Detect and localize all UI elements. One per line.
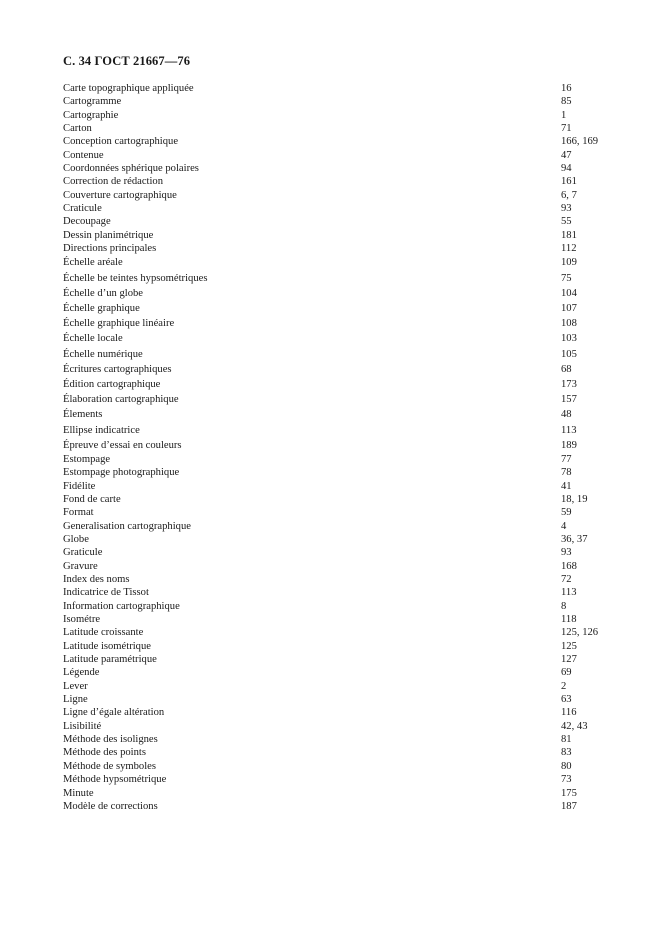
index-entry <box>63 653 623 666</box>
index-entry <box>63 242 623 255</box>
index-term: Échelle locale <box>63 333 123 345</box>
index-entry <box>63 760 623 773</box>
index-entry <box>63 316 623 331</box>
index-entry <box>63 706 623 719</box>
index-reference-number: 118 <box>561 614 577 626</box>
index-reference-number: 77 <box>561 453 572 465</box>
index-entry <box>63 787 623 800</box>
index-reference-number: 168 <box>561 560 577 572</box>
index-entry <box>63 82 623 95</box>
index-entry <box>63 613 623 626</box>
index-entry <box>63 693 623 706</box>
index-term: Élaboration cartographique <box>63 394 179 406</box>
index-term: Échelle d’un globe <box>63 287 144 299</box>
index-term: Méthode de symboles <box>63 760 156 772</box>
index-term: Format <box>63 507 94 519</box>
index-term: Latitude paramétrique <box>63 654 157 666</box>
index-reference-number: 80 <box>561 760 572 772</box>
index-entry <box>63 162 623 175</box>
index-term: Ellipse indicatrice <box>63 424 140 436</box>
index-term: Épreuve d’essai en couleurs <box>63 439 182 451</box>
index-reference-number: 69 <box>561 667 572 679</box>
index-term: Latitude croissante <box>63 627 144 639</box>
index-entry <box>63 215 623 228</box>
index-reference-number: 41 <box>561 480 572 492</box>
index-entry <box>63 720 623 733</box>
index-entry <box>63 331 623 346</box>
index-reference-number: 75 <box>561 272 572 284</box>
index-term: Fidélite <box>63 480 96 492</box>
index-term: Élements <box>63 409 103 421</box>
index-term: Édition cartographique <box>63 378 161 390</box>
index-term: Échelle be teintes hypsométriques <box>63 272 208 284</box>
index-reference-number: 85 <box>561 96 572 108</box>
index-entry <box>63 109 623 122</box>
index-entry <box>63 189 623 202</box>
index-entry <box>63 407 623 422</box>
index-term: Lever <box>63 680 88 692</box>
index-term: Directions principales <box>63 243 157 255</box>
index-entry <box>63 560 623 573</box>
index-term: Decoupage <box>63 216 111 228</box>
index-term: Carton <box>63 123 92 135</box>
index-reference-number: 83 <box>561 747 572 759</box>
index-entry <box>63 423 623 438</box>
index-entry <box>63 733 623 746</box>
index-term: Contenue <box>63 149 104 161</box>
index-entry <box>63 600 623 613</box>
index-reference-number: 108 <box>561 318 577 330</box>
index-term: Globe <box>63 533 89 545</box>
term-index-list <box>63 82 623 813</box>
index-term: Couverture cartographique <box>63 189 177 201</box>
index-entry <box>63 640 623 653</box>
index-entry <box>63 301 623 316</box>
index-reference-number: 113 <box>561 587 577 599</box>
index-term: Isométre <box>63 614 101 626</box>
index-reference-number: 47 <box>561 149 572 161</box>
index-term: Ligne d’égale altération <box>63 707 165 719</box>
index-reference-number: 181 <box>561 229 577 241</box>
index-entry <box>63 122 623 135</box>
index-entry <box>63 573 623 586</box>
index-reference-number: 16 <box>561 83 572 94</box>
index-entry <box>63 255 623 270</box>
index-entry <box>63 347 623 362</box>
index-term: Écritures cartographiques <box>63 363 172 375</box>
index-term: Latitude isométrique <box>63 640 151 652</box>
index-reference-number: 173 <box>561 378 577 390</box>
index-reference-number: 103 <box>561 333 577 345</box>
index-term: Coordonnées sphérique polaires <box>63 163 199 175</box>
index-entry <box>63 175 623 188</box>
index-reference-number: 125, 126 <box>561 627 599 639</box>
index-term: Échelle graphique linéaire <box>63 318 175 330</box>
index-term: Information cartographique <box>63 600 180 612</box>
index-reference-number: 68 <box>561 363 572 375</box>
index-entry <box>63 135 623 148</box>
index-term: Generalisation cartographique <box>63 520 191 532</box>
index-reference-number: 113 <box>561 424 577 436</box>
index-entry <box>63 95 623 108</box>
index-reference-number: 18, 19 <box>561 493 588 505</box>
index-reference-number: 4 <box>561 520 567 532</box>
index-term: Échelle aréale <box>63 257 123 269</box>
index-reference-number: 72 <box>561 574 572 585</box>
index-reference-number: 73 <box>561 774 572 786</box>
index-reference-number: 157 <box>561 394 577 406</box>
index-reference-number: 71 <box>561 123 572 135</box>
index-entry <box>63 438 623 453</box>
index-entry <box>63 493 623 506</box>
index-reference-number: 175 <box>561 787 577 799</box>
index-term: Correction de rédaction <box>63 176 164 188</box>
index-entry <box>63 773 623 786</box>
index-entry <box>63 202 623 215</box>
index-reference-number: 125 <box>561 640 577 652</box>
index-term: Méthode hypsométrique <box>63 774 167 786</box>
index-entry <box>63 466 623 479</box>
index-term: Fond de carte <box>63 493 121 505</box>
index-entry <box>63 149 623 162</box>
index-reference-number: 1 <box>561 109 567 121</box>
index-entry <box>63 286 623 301</box>
index-reference-number: 187 <box>561 800 577 812</box>
index-reference-number: 93 <box>561 547 572 559</box>
index-term: Estompage photographique <box>63 467 180 479</box>
index-reference-number: 36, 37 <box>561 533 588 545</box>
index-reference-number: 104 <box>561 287 577 299</box>
index-entry <box>63 229 623 242</box>
index-entry <box>63 626 623 639</box>
index-reference-number: 78 <box>561 467 572 479</box>
index-reference-number: 166, 169 <box>561 136 599 148</box>
index-entry <box>63 666 623 679</box>
index-reference-number: 127 <box>561 654 577 666</box>
index-reference-number: 94 <box>561 163 572 175</box>
index-entry <box>63 520 623 533</box>
index-entry <box>63 377 623 392</box>
index-entry <box>63 546 623 559</box>
index-term: Échelle numérique <box>63 348 143 360</box>
index-entry <box>63 271 623 286</box>
index-reference-number: 93 <box>561 203 572 215</box>
index-term: Graticule <box>63 547 103 559</box>
index-reference-number: 81 <box>561 734 572 746</box>
index-term: Méthode des points <box>63 747 146 759</box>
index-reference-number: 107 <box>561 303 577 315</box>
index-reference-number: 63 <box>561 694 572 706</box>
index-reference-number: 2 <box>561 680 567 692</box>
index-term: Carte topographique appliquée <box>63 83 194 94</box>
index-term: Échelle graphique <box>63 303 140 315</box>
index-entry <box>63 586 623 599</box>
index-entry <box>63 453 623 466</box>
index-term: Dessin planimétrique <box>63 229 154 241</box>
index-term: Estompage <box>63 453 111 465</box>
index-reference-number: 55 <box>561 216 572 228</box>
index-term: Gravure <box>63 560 98 572</box>
index-term: Craticule <box>63 203 102 215</box>
index-term: Indicatrice de Tissot <box>63 587 149 599</box>
index-reference-number: 42, 43 <box>561 720 588 732</box>
index-term: Conception cartographique <box>63 136 179 148</box>
index-term: Ligne <box>63 694 88 706</box>
index-entry <box>63 746 623 759</box>
index-reference-number: 112 <box>561 243 577 255</box>
index-reference-number: 105 <box>561 348 577 360</box>
index-entry <box>63 392 623 407</box>
index-entry <box>63 800 623 813</box>
index-reference-number: 59 <box>561 507 572 519</box>
index-reference-number: 116 <box>561 707 577 719</box>
index-reference-number: 161 <box>561 176 577 188</box>
index-term: Cartogramme <box>63 96 122 108</box>
index-entry <box>63 480 623 493</box>
index-reference-number: 6, 7 <box>561 189 577 201</box>
index-term: Index des noms <box>63 574 130 585</box>
index-term: Modèle de corrections <box>63 800 158 812</box>
index-reference-number: 48 <box>561 409 572 421</box>
index-reference-number: 8 <box>561 600 567 612</box>
index-term: Minute <box>63 787 94 799</box>
index-entry <box>63 680 623 693</box>
index-entry <box>63 362 623 377</box>
page-header: С. 34 ГОСТ 21667—76 <box>63 54 191 68</box>
index-reference-number: 109 <box>561 257 577 269</box>
index-term: Lisibilité <box>63 720 102 732</box>
index-entry <box>63 533 623 546</box>
index-term: Légende <box>63 667 100 679</box>
index-reference-number: 189 <box>561 439 577 451</box>
index-term: Méthode des isolignes <box>63 734 158 746</box>
index-entry <box>63 506 623 519</box>
index-term: Cartographie <box>63 109 119 121</box>
